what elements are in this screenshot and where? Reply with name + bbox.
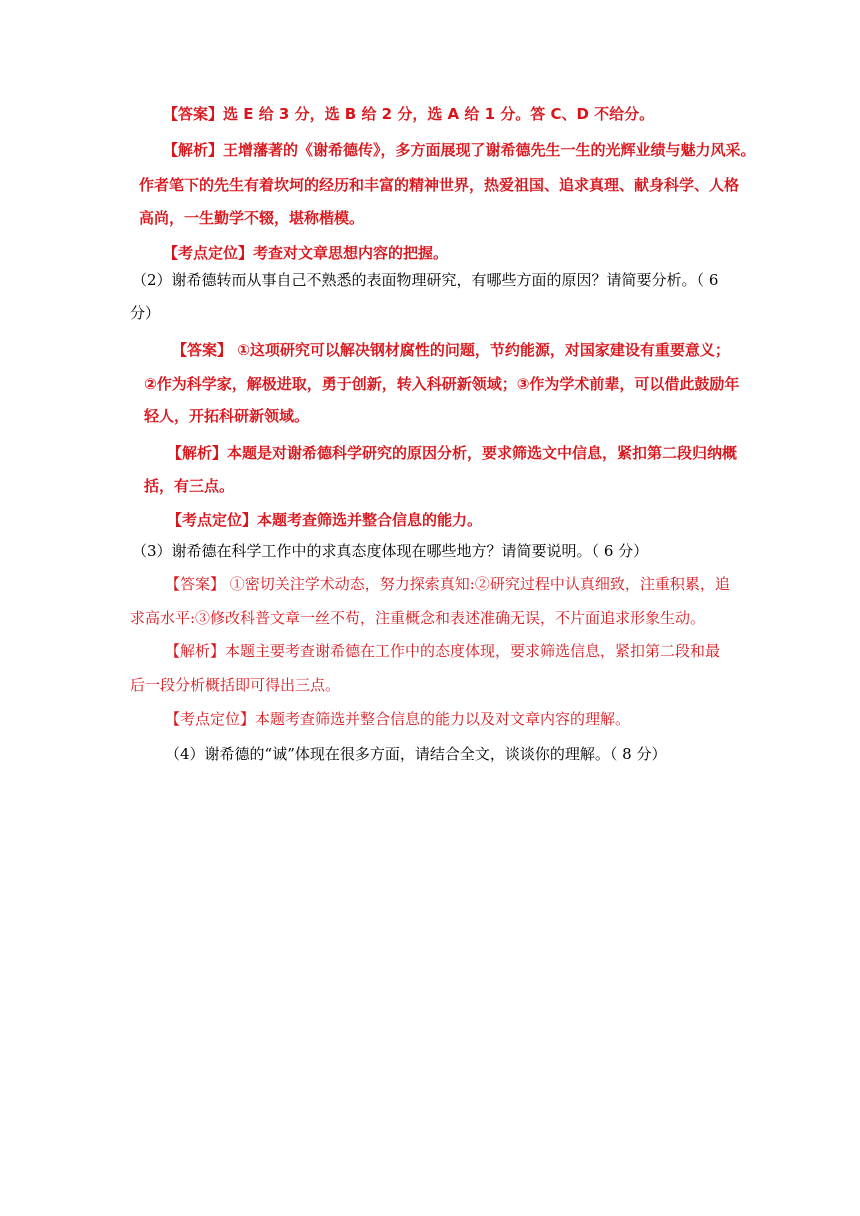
- q2-question-line2: 分）: [130, 304, 161, 322]
- q3-analysis-line1: 【解析】本题主要考查谢希德在工作中的态度体现，要求筛选信息，紧扣第二段和最: [165, 642, 721, 660]
- q2-answer-line3: 轻人，开拓科研新领域。: [144, 407, 310, 425]
- q3-analysis-line2: 后一段分析概括即可得出三点。: [130, 676, 341, 694]
- q2-answer-line1: 【答案】 ①这项研究可以解决钢材腐性的问题，节约能源，对国家建设有重要意义；: [172, 341, 730, 359]
- q3-kaodian: 【考点定位】本题考查筛选并整合信息的能力以及对文章内容的理解。: [165, 710, 631, 728]
- q3-answer-line2: 求高水平:③修改科普文章一丝不苟，注重概念和表述准确无误，不片面追求形象生动。: [130, 609, 706, 627]
- q1-analysis-line3: 高尚，一生勤学不辍，堪称楷模。: [139, 209, 365, 227]
- q2-analysis-line1: 【解析】本题是对谢希德科学研究的原因分析，要求筛选文中信息，紧扣第二段归纳概: [167, 444, 738, 462]
- q4-question: （4）谢希德的“诚”体现在很多方面，请结合全文，谈谈你的理解。（ 8 分）: [165, 745, 667, 763]
- q2-question-line1: （2）谢希德转而从事自己不熟悉的表面物理研究，有哪些方面的原因？请简要分析。（ 6: [132, 271, 719, 289]
- q3-question: （3）谢希德在科学工作中的求真态度体现在哪些地方？请简要说明。（ 6 分）: [132, 542, 649, 560]
- q2-analysis-line2: 括，有三点。: [144, 477, 235, 495]
- q2-answer-line2: ②作为科学家，解极进取，勇于创新，转入科研新领域；③作为学术前辈，可以借此鼓励年: [144, 375, 740, 393]
- q1-analysis-line1: 【解析】王增藩著的《谢希德传》，多方面展现了谢希德先生一生的光辉业绩与魅力风采。: [163, 141, 756, 159]
- q1-kaodian: 【考点定位】考查对文章思想内容的把握。: [163, 244, 449, 262]
- q3-answer-line1: 【答案】 ①密切关注学术动态，努力探索真知:②研究过程中认真细致，注重积累，追: [165, 575, 730, 593]
- q2-kaodian: 【考点定位】本题考查筛选并整合信息的能力。: [167, 511, 483, 529]
- q1-analysis-line2: 作者笔下的先生有着坎坷的经历和丰富的精神世界，热爱祖国、追求真理、献身科学、人格: [139, 176, 740, 194]
- q1-answer: 【答案】选 E 给 3 分，选 B 给 2 分，选 A 给 1 分。答 C、D 不给分。: [163, 105, 655, 123]
